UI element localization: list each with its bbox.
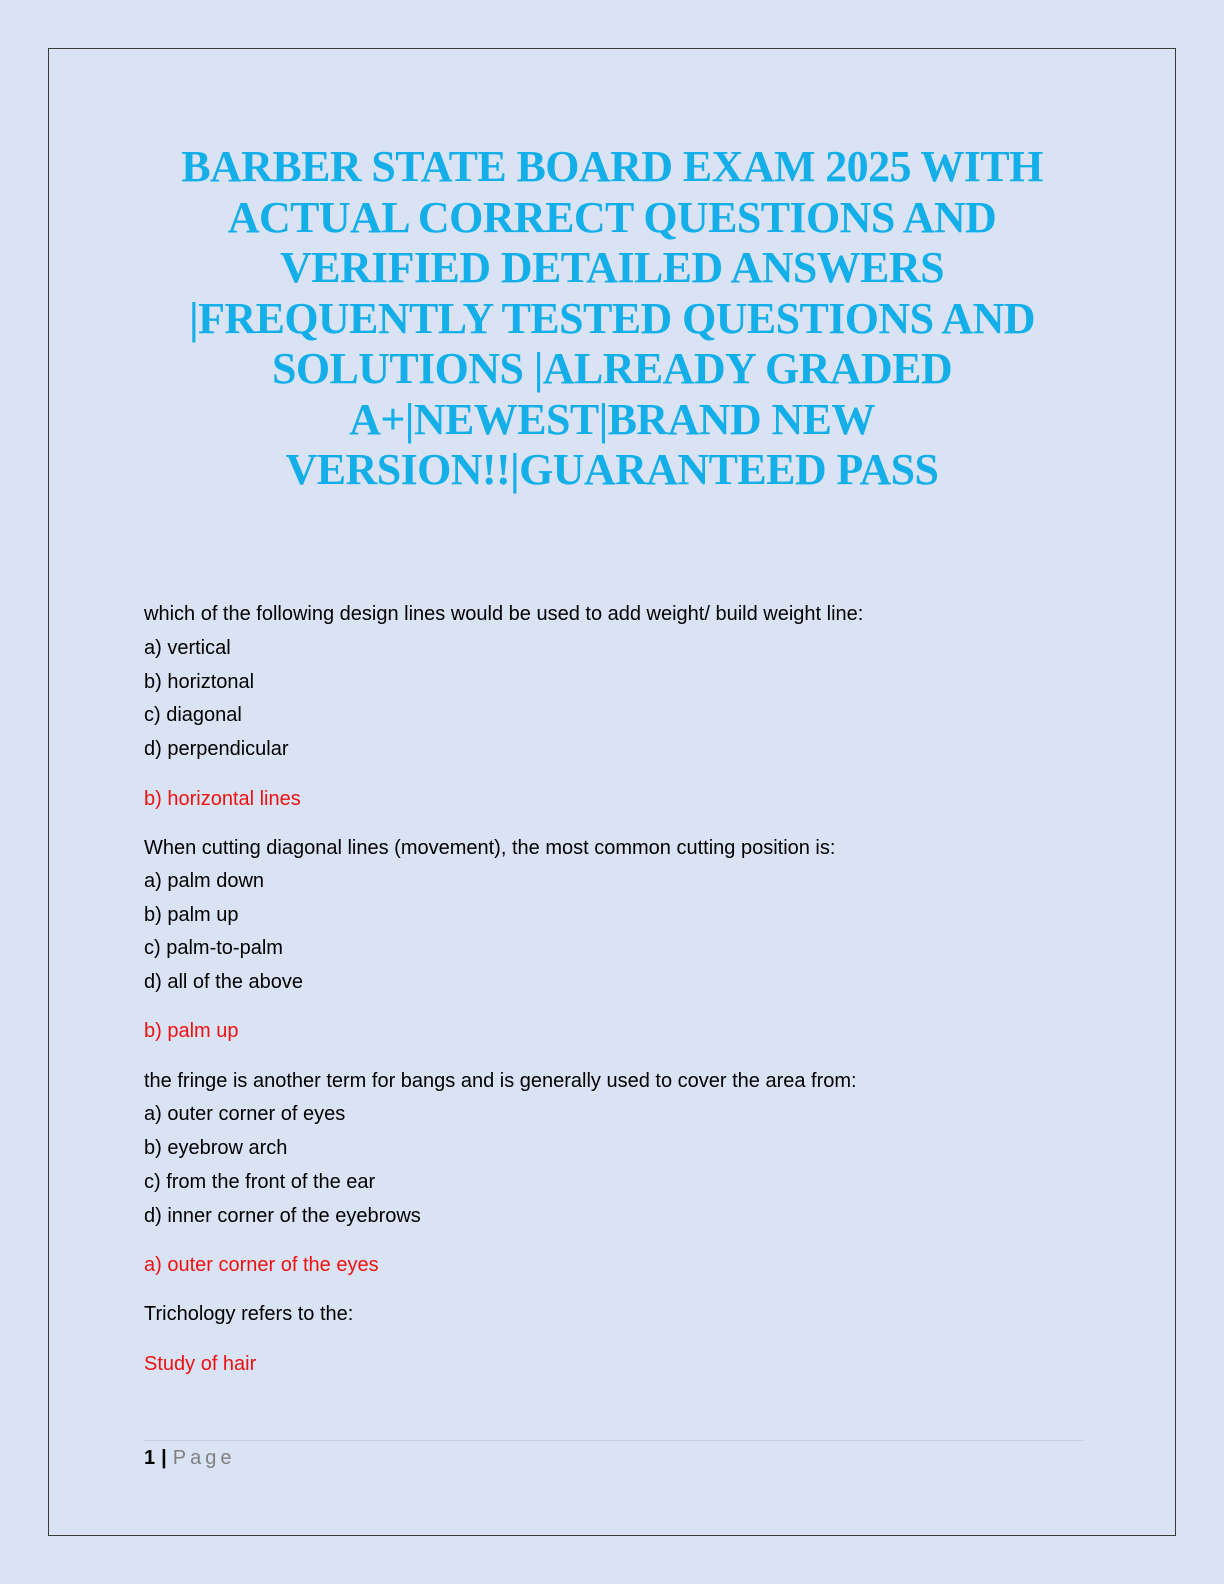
option: b) palm up	[144, 904, 239, 926]
option: a) outer corner of eyes	[144, 1103, 346, 1125]
title-line: A+|NEWEST|BRAND NEW	[349, 394, 875, 444]
title-line: ACTUAL CORRECT QUESTIONS AND	[227, 192, 997, 242]
title-line: VERIFIED DETAILED ANSWERS	[280, 243, 944, 292]
answer-text: Study of hair	[144, 1353, 257, 1375]
question-text: When cutting diagonal lines (movement), the most common cutting position is:	[144, 837, 836, 859]
question-text: the fringe is another term for bangs and is generally used to cover the area from:	[144, 1070, 857, 1092]
answer-text: b) palm up	[144, 1020, 239, 1042]
option: d) all of the above	[144, 971, 303, 993]
option: c) palm-to-palm	[144, 937, 283, 959]
title-line: VERSION!!|GUARANTEED PASS	[285, 445, 939, 494]
page-number: 1	[144, 1447, 156, 1469]
title-line: BARBER STATE BOARD EXAM 2025 WITH	[181, 142, 1043, 191]
page-label: Page	[172, 1447, 236, 1469]
answer-text: a) outer corner of the eyes	[144, 1254, 379, 1276]
option: b) eyebrow arch	[144, 1137, 288, 1159]
option: d) inner corner of the eyebrows	[144, 1205, 421, 1227]
option: a) vertical	[144, 637, 231, 659]
question-text: which of the following design lines would be used to add weight/ build weight line:	[144, 603, 864, 625]
page-footer	[144, 1440, 1084, 1470]
footer-separator: |	[161, 1447, 167, 1469]
option: c) diagonal	[144, 704, 242, 726]
question-text: Trichology refers to the:	[144, 1303, 354, 1325]
document-title	[150, 142, 1074, 496]
title-line: SOLUTIONS |ALREADY GRADED	[271, 344, 953, 393]
option: c) from the front of the ear	[144, 1171, 376, 1193]
title-line: |FREQUENTLY TESTED QUESTIONS AND	[189, 293, 1035, 343]
option: d) perpendicular	[144, 738, 289, 760]
answer-text: b) horizontal lines	[144, 788, 301, 810]
option: b) horiztonal	[144, 671, 255, 693]
option: a) palm down	[144, 870, 265, 892]
